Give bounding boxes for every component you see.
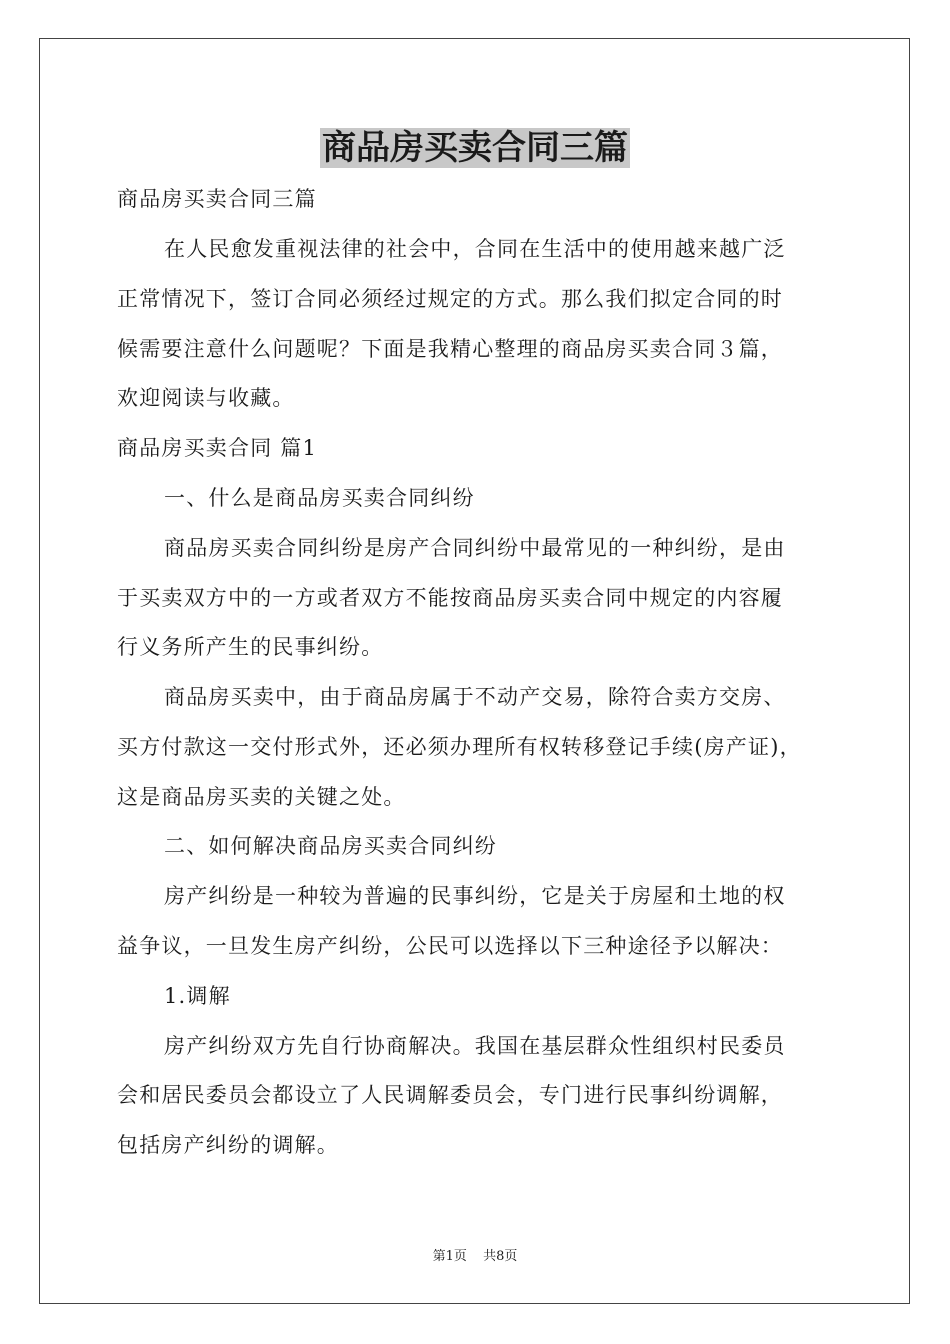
page-footer — [0, 1248, 950, 1266]
document-title-text: 商品房买卖合同三篇 — [322, 128, 628, 168]
section-heading: 商品房买卖合同 篇1 — [117, 436, 318, 460]
doc-subtitle: 商品房买卖合同三篇 — [117, 187, 317, 211]
document-title — [0, 126, 950, 170]
list-item-heading: 1.调解 — [164, 984, 231, 1008]
paragraph-line: 候需要注意什么问题呢？下面是我精心整理的商品房买卖合同３篇， — [117, 337, 783, 361]
paragraph-line: 包括房产纠纷的调解。 — [117, 1133, 339, 1157]
paragraph-line: 买方付款这一交付形式外，还必须办理所有权转移登记手续(房产证)， — [117, 735, 802, 759]
subsection-heading: 二、如何解决商品房买卖合同纠纷 — [164, 834, 497, 858]
paragraph-line: 房产纠纷是一种较为普遍的民事纠纷，它是关于房屋和土地的权 — [164, 884, 786, 908]
paragraph-line: 于买卖双方中的一方或者双方不能按商品房买卖合同中规定的内容履 — [117, 586, 783, 610]
paragraph-line: 房产纠纷双方先自行协商解决。我国在基层群众性组织村民委员 — [164, 1034, 786, 1058]
paragraph-line: 正常情况下，签订合同必须经过规定的方式。那么我们拟定合同的时 — [117, 287, 783, 311]
paragraph-line: 商品房买卖合同纠纷是房产合同纠纷中最常见的一种纠纷，是由 — [164, 536, 786, 560]
page-border — [39, 38, 910, 1304]
paragraph-line: 会和居民委员会都设立了人民调解委员会，专门进行民事纠纷调解， — [117, 1083, 783, 1107]
paragraph-line: 这是商品房买卖的关键之处。 — [117, 785, 406, 809]
paragraph-line: 在人民愈发重视法律的社会中，合同在生活中的使用越来越广泛 — [164, 237, 786, 261]
paragraph-line: 益争议，一旦发生房产纠纷，公民可以选择以下三种途径予以解决： — [117, 934, 783, 958]
page-total: 共8页 — [483, 1249, 518, 1264]
paragraph-line: 商品房买卖中，由于商品房属于不动产交易，除符合卖方交房、 — [164, 685, 786, 709]
paragraph-line: 行义务所产生的民事纠纷。 — [117, 635, 384, 659]
paragraph-line: 欢迎阅读与收藏。 — [117, 386, 295, 410]
subsection-heading: 一、什么是商品房买卖合同纠纷 — [164, 486, 475, 510]
page-number: 第1页 — [432, 1249, 467, 1264]
